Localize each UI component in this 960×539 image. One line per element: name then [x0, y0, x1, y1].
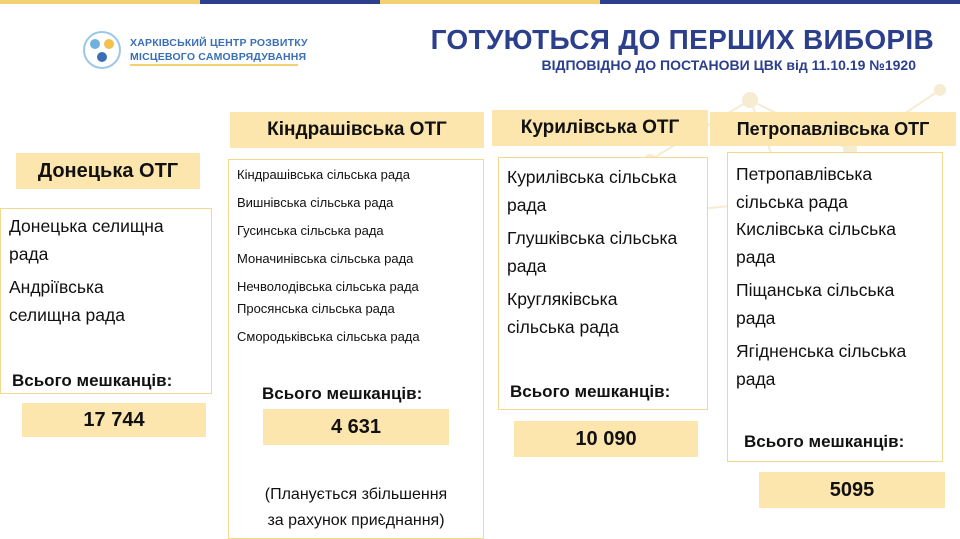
community-header-petropavlivska: Петропавлівська ОТГ — [710, 112, 956, 146]
council-item: Глушківська сільська — [507, 228, 678, 248]
community-header-kurylivska: Курилівська ОТГ — [492, 110, 708, 146]
org-underline — [130, 64, 298, 66]
council-item: Моначинівська сільська рада — [237, 251, 414, 266]
total-label: Всього мешканців: — [12, 371, 173, 390]
council-item: Кругляківська — [507, 289, 618, 309]
population-count: 4 631 — [263, 409, 449, 445]
org-name-line1: ХАРКІВСЬКИЙ ЦЕНТР РОЗВИТКУ — [130, 37, 308, 49]
council-item: сільська рада — [736, 192, 848, 212]
council-item: рада — [736, 247, 776, 267]
council-item: Гусинська сільська рада — [237, 223, 384, 238]
council-item: рада — [507, 256, 547, 276]
top-stripe-navy — [200, 0, 380, 4]
council-item: Вишнівська сільська рада — [237, 195, 394, 210]
council-item: Ягідненська сільська — [736, 341, 907, 361]
org-name-line2: МІСЦЕВОГО САМОВРЯДУВАННЯ — [130, 51, 307, 63]
page-subtitle: ВІДПОВІДНО ДО ПОСТАНОВИ ЦВК від 11.10.19 №1920 — [541, 57, 916, 73]
total-label: Всього мешканців: — [262, 384, 423, 403]
top-stripe-gold — [0, 0, 200, 4]
population-count: 10 090 — [514, 421, 698, 457]
council-item: Кислівська сільська — [736, 219, 897, 239]
top-stripe-navy-2 — [600, 0, 960, 4]
note-line1: (Планується збільшення — [264, 486, 448, 503]
council-item: сільська рада — [507, 317, 619, 337]
page-title: ГОТУЮТЬСЯ ДО ПЕРШИХ ВИБОРІВ — [430, 24, 934, 55]
council-item: Донецька селищна — [9, 216, 164, 236]
population-count: 5095 — [759, 472, 945, 508]
community-header-donetska: Донецька ОТГ — [16, 153, 200, 189]
community-panel-donetska — [0, 208, 212, 394]
center-logo-icon — [82, 30, 122, 70]
community-panel-kurylivska — [498, 157, 708, 410]
total-label: Всього мешканців: — [744, 432, 905, 451]
council-item: рада — [507, 195, 547, 215]
council-item: Кіндрашівська сільська рада — [237, 167, 410, 182]
community-panel-petropavlivska — [727, 152, 943, 462]
council-item: Петропавлівська — [736, 164, 873, 184]
expansion-note — [228, 482, 484, 534]
council-item: Піщанська сільська — [736, 280, 895, 300]
council-item: рада — [9, 244, 49, 264]
population-count: 17 744 — [22, 403, 206, 437]
council-item: рада — [736, 308, 776, 328]
council-item: Смородьківська сільська рада — [237, 329, 420, 344]
council-item: Андріївська — [9, 277, 104, 297]
council-item: рада — [736, 369, 776, 389]
top-stripe-gold-2 — [380, 0, 600, 4]
community-header-kindrashivska: Кіндрашівська ОТГ — [230, 112, 484, 148]
council-item: Просянська сільська рада — [237, 301, 395, 316]
organization-name — [130, 36, 308, 64]
council-item: Курилівська сільська — [507, 167, 677, 187]
total-label: Всього мешканців: — [510, 382, 671, 401]
council-item: Нечволодівська сільська рада — [237, 279, 419, 294]
note-line2: за рахунок приєднання) — [267, 512, 445, 529]
council-item: селищна рада — [9, 305, 125, 325]
